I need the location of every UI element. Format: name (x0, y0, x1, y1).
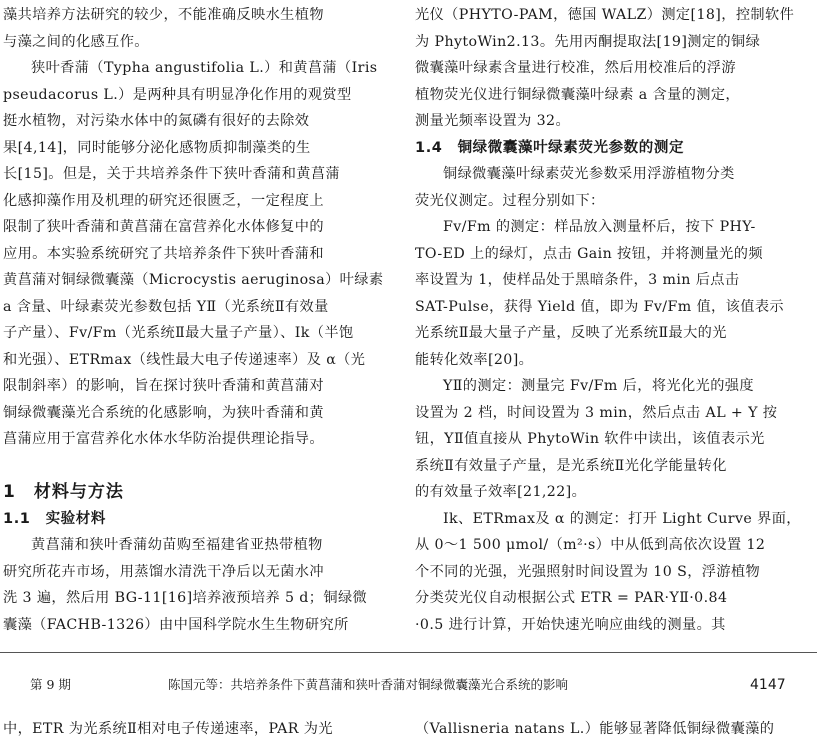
left-text-line: 和光强）、ETRmax（线性最大电子传递速率）及 α（光 (3, 351, 366, 368)
left-text-line (3, 453, 403, 479)
right-text-line: Ik、ETRmax及 α 的测定：打开 Light Curve 界面， (443, 510, 801, 527)
right-text-line: Fv/Fm 的测定：样品放入测量杯后，按下 PHY- (443, 219, 756, 235)
left-text-line: 挺水植物，对污染水体中的氮磷有很好的去除效 (3, 113, 310, 129)
right-text-line: 个不同的光强，光强照射时间设置为 10 S，浮游植物 (415, 563, 761, 580)
page-divider (0, 652, 817, 653)
next-page-left-line: 中，ETR 为光系统Ⅱ相对电子传递速率，PAR 为光 (3, 721, 333, 737)
right-text-line: 微囊藻叶绿素含量进行校准，然后用校准后的浮游 (415, 60, 736, 76)
left-text-line: 限制斜率）的影响，旨在探讨狭叶香蒲和黄菖蒲对 (3, 378, 324, 394)
right-text-line: SAT-Pulse，获得 Yield 值，即为 Fv/Fm 值，该值表示 (415, 298, 784, 315)
right-text-line: 植物荧光仪进行铜绿微囊藻叶绿素 a 含量的测定， (415, 86, 741, 103)
left-text-line: 铜绿微囊藻光合系统的化感影响，为狭叶香蒲和黄 (3, 404, 324, 421)
left-text-line: 限制了狭叶香蒲和黄菖蒲在富营养化水体修复中的 (3, 219, 324, 235)
left-text-line: 狭叶香蒲（Typha angustifolia L.）和黄菖蒲（Iris (31, 60, 378, 76)
right-text-line: 为 PhytoWin2.13。先用丙酮提取法[19]测定的铜绿 (415, 33, 761, 50)
footer-page-number: 4147 (750, 677, 786, 693)
left-heading: 1.1 实验材料 (3, 510, 106, 527)
left-column (3, 0, 403, 640)
right-text-line: 铜绿微囊藻叶绿素荧光参数采用浮游植物分类 (443, 166, 735, 182)
left-text-line: pseudacorus L.）是两种具有明显净化作用的观赏型 (3, 86, 352, 103)
left-text-line: a 含量、叶绿素荧光参数包括 YⅡ（光系统Ⅱ有效量 (3, 298, 329, 315)
left-heading: 1 材料与方法 (3, 482, 124, 502)
left-text-line: 与藻之间的化感互作。 (3, 33, 149, 50)
right-heading: 1.4 铜绿微囊藻叶绿素荧光参数的测定 (415, 139, 685, 156)
right-text-line: 从 0～1 500 μmol/（m²·s）中从低到高依次设置 12 (415, 537, 766, 553)
right-text-line: 分类荧光仪自动根据公式 ETR = PAR·YⅡ·0.84 (415, 590, 728, 606)
left-text-line: 菖蒲应用于富营养化水体水华防治提供理论指导。 (3, 431, 324, 447)
left-text-line: 化感抑藻作用及机理的研究还很匮乏，一定程度上 (3, 192, 324, 209)
right-text-line: 系统Ⅱ有效量子产量，是光系统Ⅱ光化学能量转化 (415, 457, 727, 474)
right-text-line: 设置为 2 档，时间设置为 3 min，然后点击 AL + Y 按 (415, 404, 778, 421)
left-text-line: 果[4,14]，同时能够分泌化感物质抑制藻类的生 (3, 139, 311, 156)
footer-issue: 第 9 期 (30, 677, 71, 692)
right-text-line: 荧光仪测定。过程分别如下： (415, 192, 605, 209)
right-text-line: 钮，YⅡ值直接从 PhytoWin 软件中读出，该值表示光 (415, 431, 765, 447)
right-text-line: 的有效量子效率[21,22]。 (415, 484, 587, 500)
left-text-line: 洗 3 遍，然后用 BG-11[16]培养液预培养 5 d；铜绿微 (3, 590, 368, 606)
left-text-line: 子产量）、Fv/Fm（光系统Ⅱ最大量子产量）、Ik（半饱 (3, 325, 354, 341)
right-text-line: 测量光频率设置为 32。 (415, 113, 571, 129)
next-page-right-line: （Vallisneria natans L.）能够显著降低铜绿微囊藻的 (415, 721, 775, 737)
right-text-line: 光仪（PHYTO-PAM，德国 WALZ）测定[18]，控制软件 (415, 7, 795, 23)
right-text-line: ·0.5 进行计算，开始快速光响应曲线的测量。其 (415, 616, 726, 633)
right-text-line: TO-ED 上的绿灯，点击 Gain 按钮，并将测量光的频 (415, 245, 763, 262)
footer-running-title: 陈国元等：共培养条件下黄菖蒲和狭叶香蒲对铜绿微囊藻光合系统的影响 (168, 677, 569, 692)
right-text-line: 能转化效率[20]。 (415, 351, 534, 368)
right-text-line: 光系统Ⅱ最大量子产量，反映了光系统Ⅱ最大的光 (415, 325, 727, 341)
left-text-line: 长[15]。但是，关于共培养条件下狭叶香蒲和黄菖蒲 (3, 166, 341, 182)
left-text-line: 藻共培养方法研究的较少，不能准确反映水生植物 (3, 7, 324, 23)
right-text-line: 率设置为 1，使样品处于黑暗条件，3 min 后点击 (415, 272, 740, 288)
right-text-line: YⅡ的测定：测量完 Fv/Fm 后，将光化光的强度 (443, 378, 754, 394)
right-column (415, 0, 815, 640)
left-text-line: 黄菖蒲对铜绿微囊藻（Microcystis aeruginosa）叶绿素 (3, 272, 384, 288)
left-text-line: 黄菖蒲和狭叶香蒲幼苗购至福建省亚热带植物 (31, 537, 323, 553)
left-text-line: 囊藻（FACHB-1326）由中国科学院水生生物研究所 (3, 616, 349, 633)
left-text-line: 应用。本实验系统研究了共培养条件下狭叶香蒲和 (3, 245, 324, 262)
left-text-line: 研究所花卉市场，用蒸馏水清洗干净后以无菌水冲 (3, 563, 324, 580)
